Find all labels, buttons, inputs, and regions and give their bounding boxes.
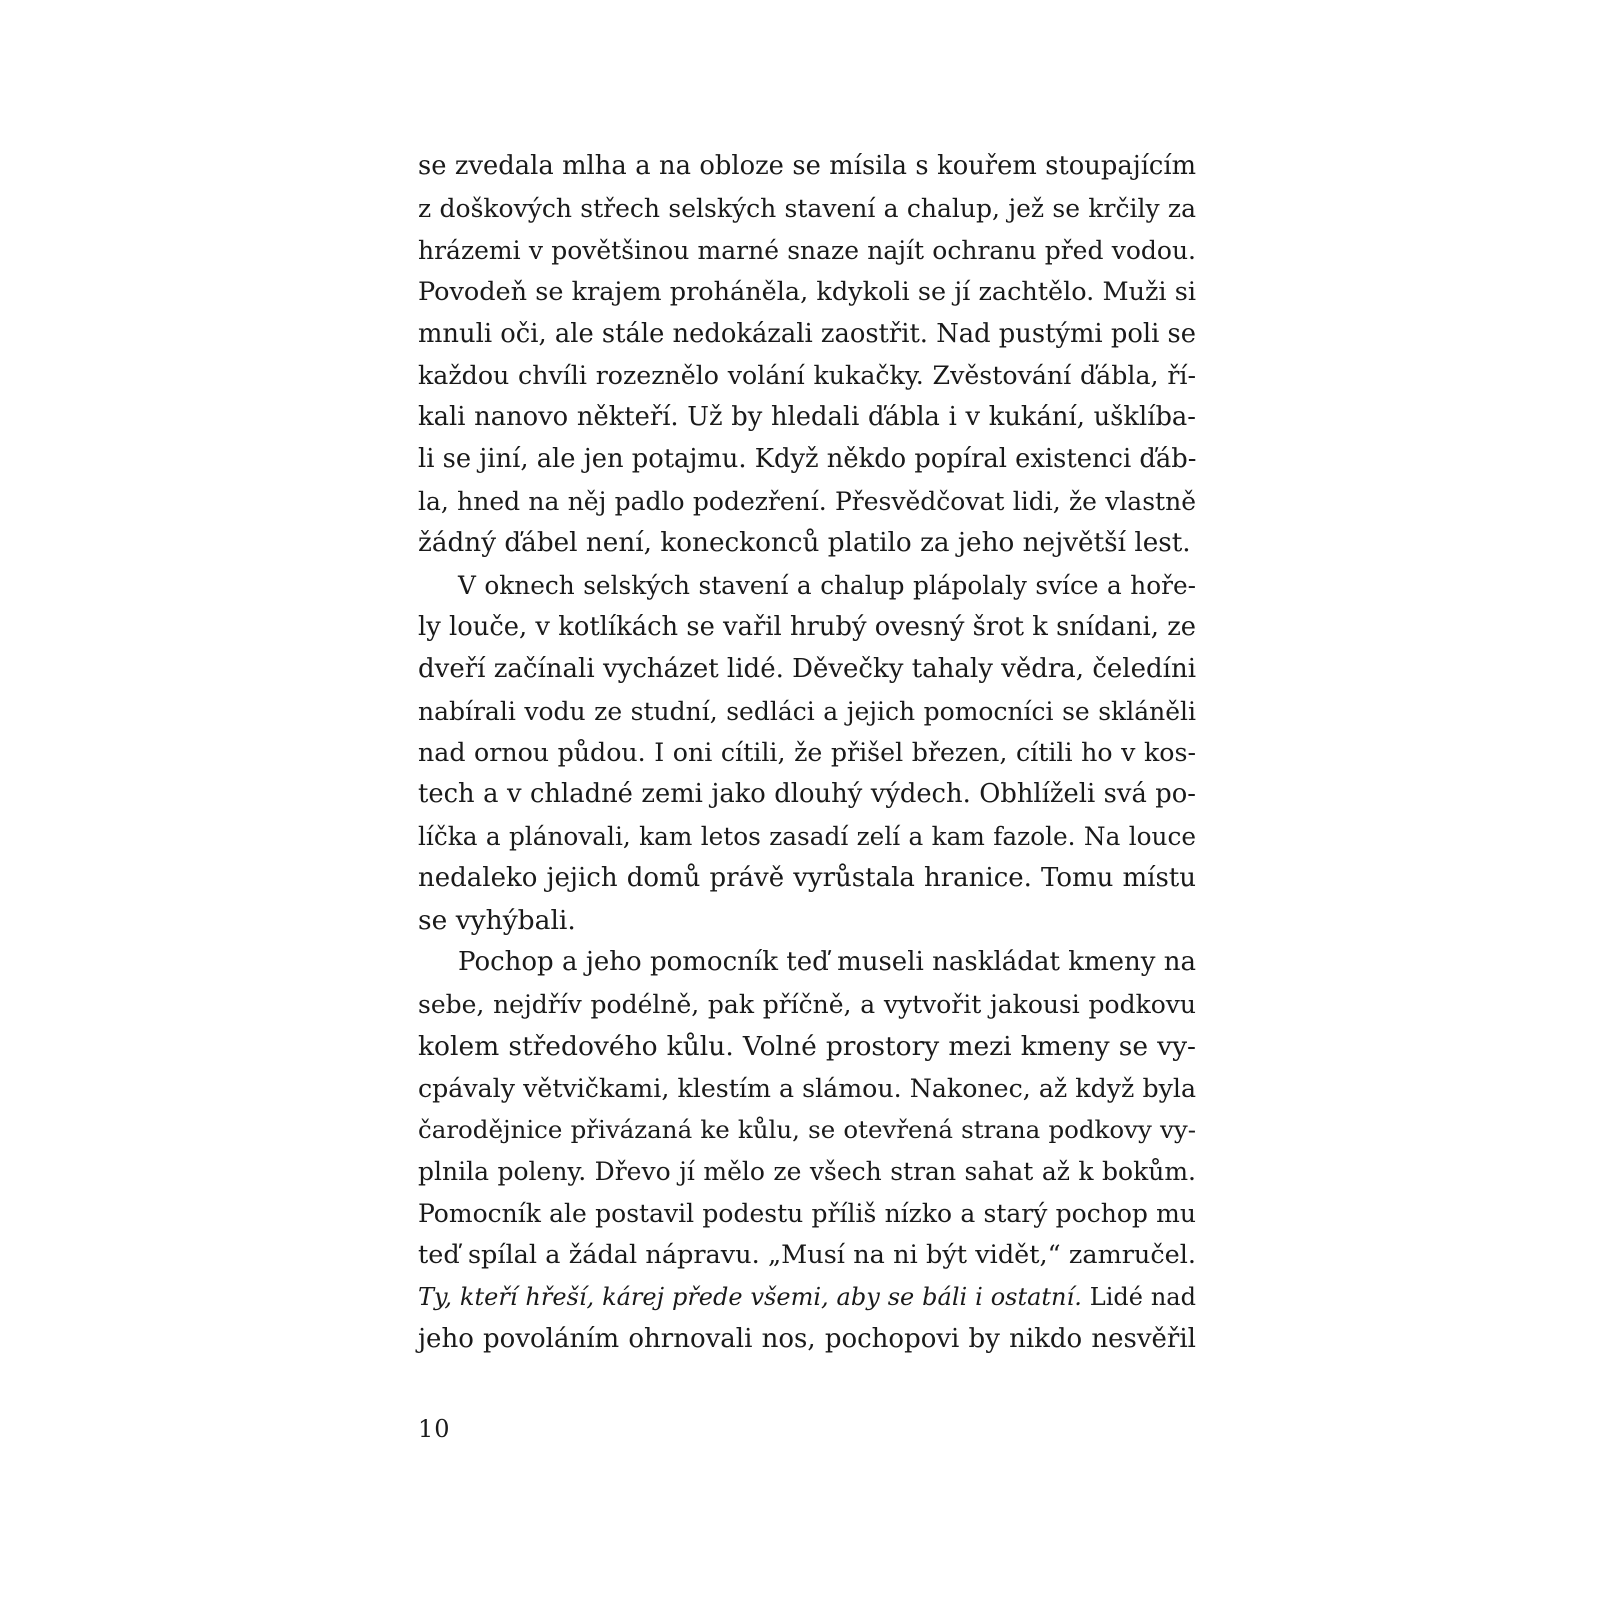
text-line: la, hned na něj padlo podezření. Přesvědčovat lidi, že vlastně — [418, 487, 1196, 517]
page-number: 10 — [418, 1415, 451, 1443]
text-line: se vyhýbali. — [418, 905, 576, 937]
text-line: tech a v chladné zemi jako dlouhý výdech. Obhlíželi svá po- — [418, 779, 1196, 810]
text-line: nedaleko jejich domů právě vyrůstala hranice. Tomu místu — [418, 863, 1196, 894]
text-line: z doškových střech selských stavení a chalup, jež se krčily za — [418, 193, 1196, 223]
text-line: Pomocník ale postavil podestu příliš nízko a starý pochop mu — [418, 1199, 1196, 1229]
text-line: čarodějnice přivázaná ke kůlu, se otevřená strana podkovy vy- — [418, 1115, 1196, 1145]
text-line: cpávaly větvičkami, klestím a slámou. Nakonec, až když byla — [418, 1073, 1196, 1103]
text-line: dveří začínali vycházet lidé. Děvečky tahaly vědra, čeledíni — [418, 653, 1197, 684]
text-line-with-italic — [418, 1277, 1196, 1319]
text-line: nad ornou půdou. I oni cítili, že přišel březen, cítili ho v kos- — [418, 738, 1196, 768]
italic-quote: Ty, kteří hřeší, kárej přede všemi, aby se báli i ostatní. — [418, 1283, 1082, 1312]
text-line: plnila poleny. Dřevo jí mělo ze všech stran sahat až k bokům. — [418, 1157, 1196, 1187]
text-line: nabírali vodu ze studní, sedláci a jejich pomocníci se skláněli — [418, 696, 1196, 726]
text-line: V oknech selských stavení a chalup plápolaly svíce a hoře- — [458, 570, 1196, 600]
text-line: kolem středového kůlu. Volné prostory mezi kmeny se vy- — [418, 1030, 1196, 1062]
text-line: ly louče, v kotlíkách se vařil hrubý ovesný šrot k snídani, ze — [418, 611, 1196, 642]
text-line: žádný ďábel není, koneckonců platilo za jeho největší lest. — [418, 528, 1191, 559]
text-line: sebe, nejdřív podélně, pak příčně, a vytvořit jakousi podkovu — [418, 989, 1196, 1019]
paragraph-1 — [418, 146, 1196, 565]
text-line: mnuli oči, ale stále nedokázali zaostřit. Nad pustými poli se — [418, 318, 1196, 349]
paragraph-3 — [418, 942, 1196, 1361]
text-line: teď spílal a žádal nápravu. „Musí na ni být vidět,“ zamručel. — [418, 1240, 1196, 1271]
text-line: líčka a plánovali, kam letos zasadí zelí a kam fazole. Na louce — [418, 822, 1196, 852]
text-fragment: Lidé nad — [1081, 1283, 1196, 1312]
text-line: Povodeň se krajem proháněla, kdykoli se jí zachtělo. Muži si — [418, 276, 1196, 307]
text-line: hrázemi v povětšinou marné snaze najít ochranu před vodou. — [418, 235, 1196, 265]
text-line: Pochop a jeho pomocník teď museli naskládat kmeny na — [458, 946, 1196, 977]
text-line: každou chvíli rozeznělo volání kukačky. Zvěstování ďábla, ří- — [418, 361, 1196, 391]
text-line: jeho povoláním ohrnovali nos, pochopovi by nikdo nesvěřil — [418, 1323, 1196, 1354]
text-line: se zvedala mlha a na obloze se mísila s kouřem stoupajícím — [418, 151, 1196, 181]
paragraph-2 — [418, 565, 1196, 942]
text-line: li se jiní, ale jen potajmu. Když někdo popíral existenci ďáb- — [418, 444, 1197, 475]
text-line: kali nanovo někteří. Už by hledali ďábla i v kukání, ušklíba- — [418, 402, 1196, 433]
body-text — [418, 146, 1196, 1361]
